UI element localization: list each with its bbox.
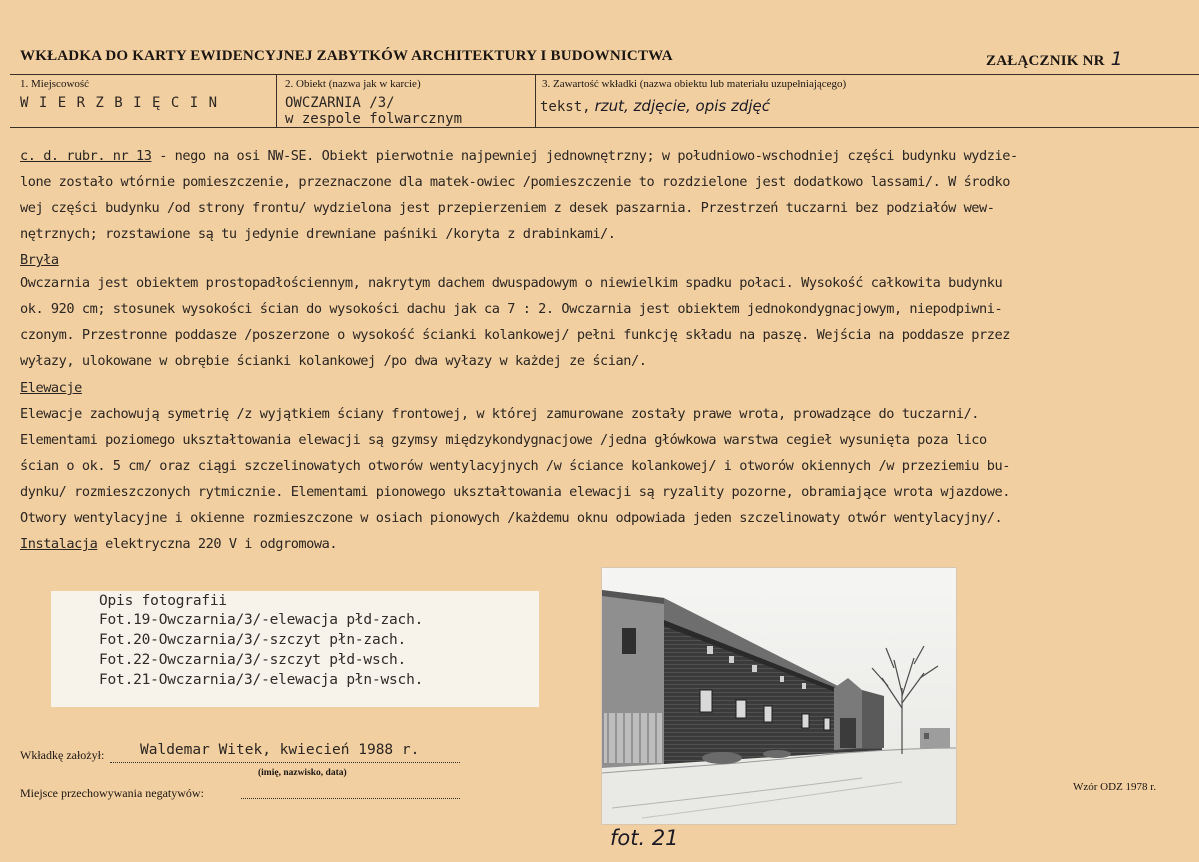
description-segment: lone zostało wtórnie pomieszczenie, przeznaczone dla matek-owiec /pomieszczenie to rozdzielone jest dodatkowo lassami/. W środko: [20, 174, 1010, 190]
description-segment: ok. 920 cm; stosunek wysokości ścian do wysokości dachu jak ca 7 : 2. Owczarnia jest obiektem jednokondygnacjowym, niepodpiwni-: [20, 301, 1003, 317]
description-line: [20, 510, 1002, 526]
description-line: [20, 174, 1010, 190]
photo-caption-item: Fot.20-Owczarnia/3/-szczyt płn-zach.: [99, 632, 407, 648]
attachment-label: [986, 48, 1123, 70]
description-line: [20, 200, 995, 216]
field-contents-typed: tekst,: [540, 99, 591, 115]
section-heading: Elewacje: [20, 380, 82, 396]
building-photograph: [602, 568, 956, 824]
description-segment: Elewacje zachowują symetrię /z wyjątkiem ściany frontowej, w której zamurowane zostały prawe wrota, prowadzące do tuczarni/.: [20, 406, 980, 422]
description-segment: Otwory wentylacyjne i okienne rozmieszczone w osiach pionowych /każdemu oknu odpowiada jeden szczelinowaty otwór wentylacyjny/.: [20, 510, 1003, 526]
description-segment: wyłazy, ulokowane w obrębie ścianki kolankowej /po dwa wyłazy w każdej ze ścian/.: [20, 353, 647, 369]
column-divider-2: [535, 74, 536, 128]
description-line: [20, 148, 1018, 164]
description-segment: ścian o ok. 5 cm/ oraz ciągi szczelinowatych otworów wentylacyjnych /w ściance kolankowej/ i otworów okiennych /w przeziemiu bu-: [20, 458, 1010, 474]
description-line: [20, 275, 1002, 291]
section-heading: c. d. rubr. nr 13: [20, 148, 152, 164]
attachment-label-text: ZAŁĄCZNIK NR: [986, 53, 1105, 69]
barn-photo-image: [602, 568, 956, 824]
description-segment: wej części budynku /od strony frontu/ wydzielona jest przepierzeniem z desek paszarnia. Przestrzeń tucz: [20, 200, 817, 216]
photo-number-handwritten: fot. 21: [610, 826, 679, 850]
field-contents-handwritten: rzut, zdjęcie, opis zdjęć: [594, 97, 771, 115]
description-segment: czonym. Przestronne poddasze /poszerzone o wysokość ścianki kolankowej/ pełni funkcję składu na paszę. Wejścia na poddasze przez: [20, 327, 1010, 343]
description-line: [20, 380, 82, 396]
section-heading: Instalacja: [20, 536, 98, 552]
field-object-value-line1: OWCZARNIA /3/: [285, 95, 395, 111]
description-line: [20, 458, 1010, 474]
form-version-label: Wzór ODZ 1978 r.: [1073, 781, 1157, 793]
field-place-value: W I E R Z B I Ę C I N: [20, 95, 219, 111]
description-line: [20, 406, 979, 422]
field-contents-value: [540, 97, 770, 116]
description-segment: - nego na osi NW-SE. Obiekt pierwotnie najpewniej jednownętrzny; w południowo-wschodniej części budynku wydzie-: [151, 148, 1018, 164]
description-line: [20, 536, 337, 552]
form-title: WKŁADKA DO KARTY EWIDENCYJNEJ ZABYTKÓW ARCHITEKTURY I BUDOWNICTWA: [20, 48, 673, 64]
column-divider-1: [276, 74, 277, 128]
description-segment: Owczarnia jest obiektem prostopadłościennym, nakrytym dachem dwuspadowym o niewielkim spadku połaci. Wysokość całkowita budynku: [20, 275, 1003, 291]
negatives-label: Miejsce przechowywania negatywów:: [20, 786, 204, 800]
description-line: [20, 353, 646, 369]
description-segment: dynku/ rozmieszczonych rytmicznie. Elementami pionowego ukształtowania elewacji są ryzality pozorne, obramiające wrota wjazdowe.: [20, 484, 1010, 500]
field-contents-label: 3. Zawartość wkładki (nazwa obiektu lub materiału uzupełniającego): [542, 78, 847, 90]
description-line: [20, 432, 987, 448]
field-place-label: 1. Miejscowość: [20, 78, 90, 90]
author-label: Wkładkę założył:: [20, 748, 105, 762]
photo-caption-slip: [51, 591, 539, 707]
description-line: [20, 252, 59, 268]
author-dotted-line: [110, 762, 460, 763]
header-bottom-rule: [10, 127, 1199, 128]
photo-caption-item: Fot.22-Owczarnia/3/-szczyt płd-wsch.: [99, 652, 407, 668]
description-segment: Elementami poziomego ukształtowania elewacji są gzymsy międzykondygnacjowe /jedna główkowa warstwa cegieł wysunięta poza lico: [20, 432, 987, 448]
description-line: [20, 327, 1010, 343]
photo-caption-item: Fot.19-Owczarnia/3/-elewacja płd-zach.: [99, 612, 424, 628]
header-top-rule: [10, 74, 1199, 75]
negatives-dotted-line: [241, 798, 460, 799]
photo-caption-item: Fot.21-Owczarnia/3/-elewacja płn-wsch.: [99, 672, 424, 688]
description-segment: nętrznych; rozstawione są tu jedynie drewniane paśniki /koryta z drabinkami/.: [20, 226, 616, 242]
description-segment: arni bez podziałów wew-: [816, 200, 995, 216]
author-hint: (imię, nazwisko, data): [258, 768, 347, 778]
photo-caption-heading: Opis fotografii: [99, 593, 227, 609]
description-segment: elektryczna 220 V i odgromowa.: [97, 536, 338, 552]
description-line: [20, 301, 1002, 317]
field-object-value-line2: w zespole folwarcznym: [285, 111, 463, 127]
field-object-label: 2. Obiekt (nazwa jak w karcie): [285, 78, 421, 90]
section-heading: Bryła: [20, 252, 59, 268]
description-line: [20, 484, 1010, 500]
author-value: Waldemar Witek, kwiecień 1988 r.: [140, 742, 420, 758]
attachment-number: 1: [1110, 48, 1123, 70]
description-line: [20, 226, 616, 242]
